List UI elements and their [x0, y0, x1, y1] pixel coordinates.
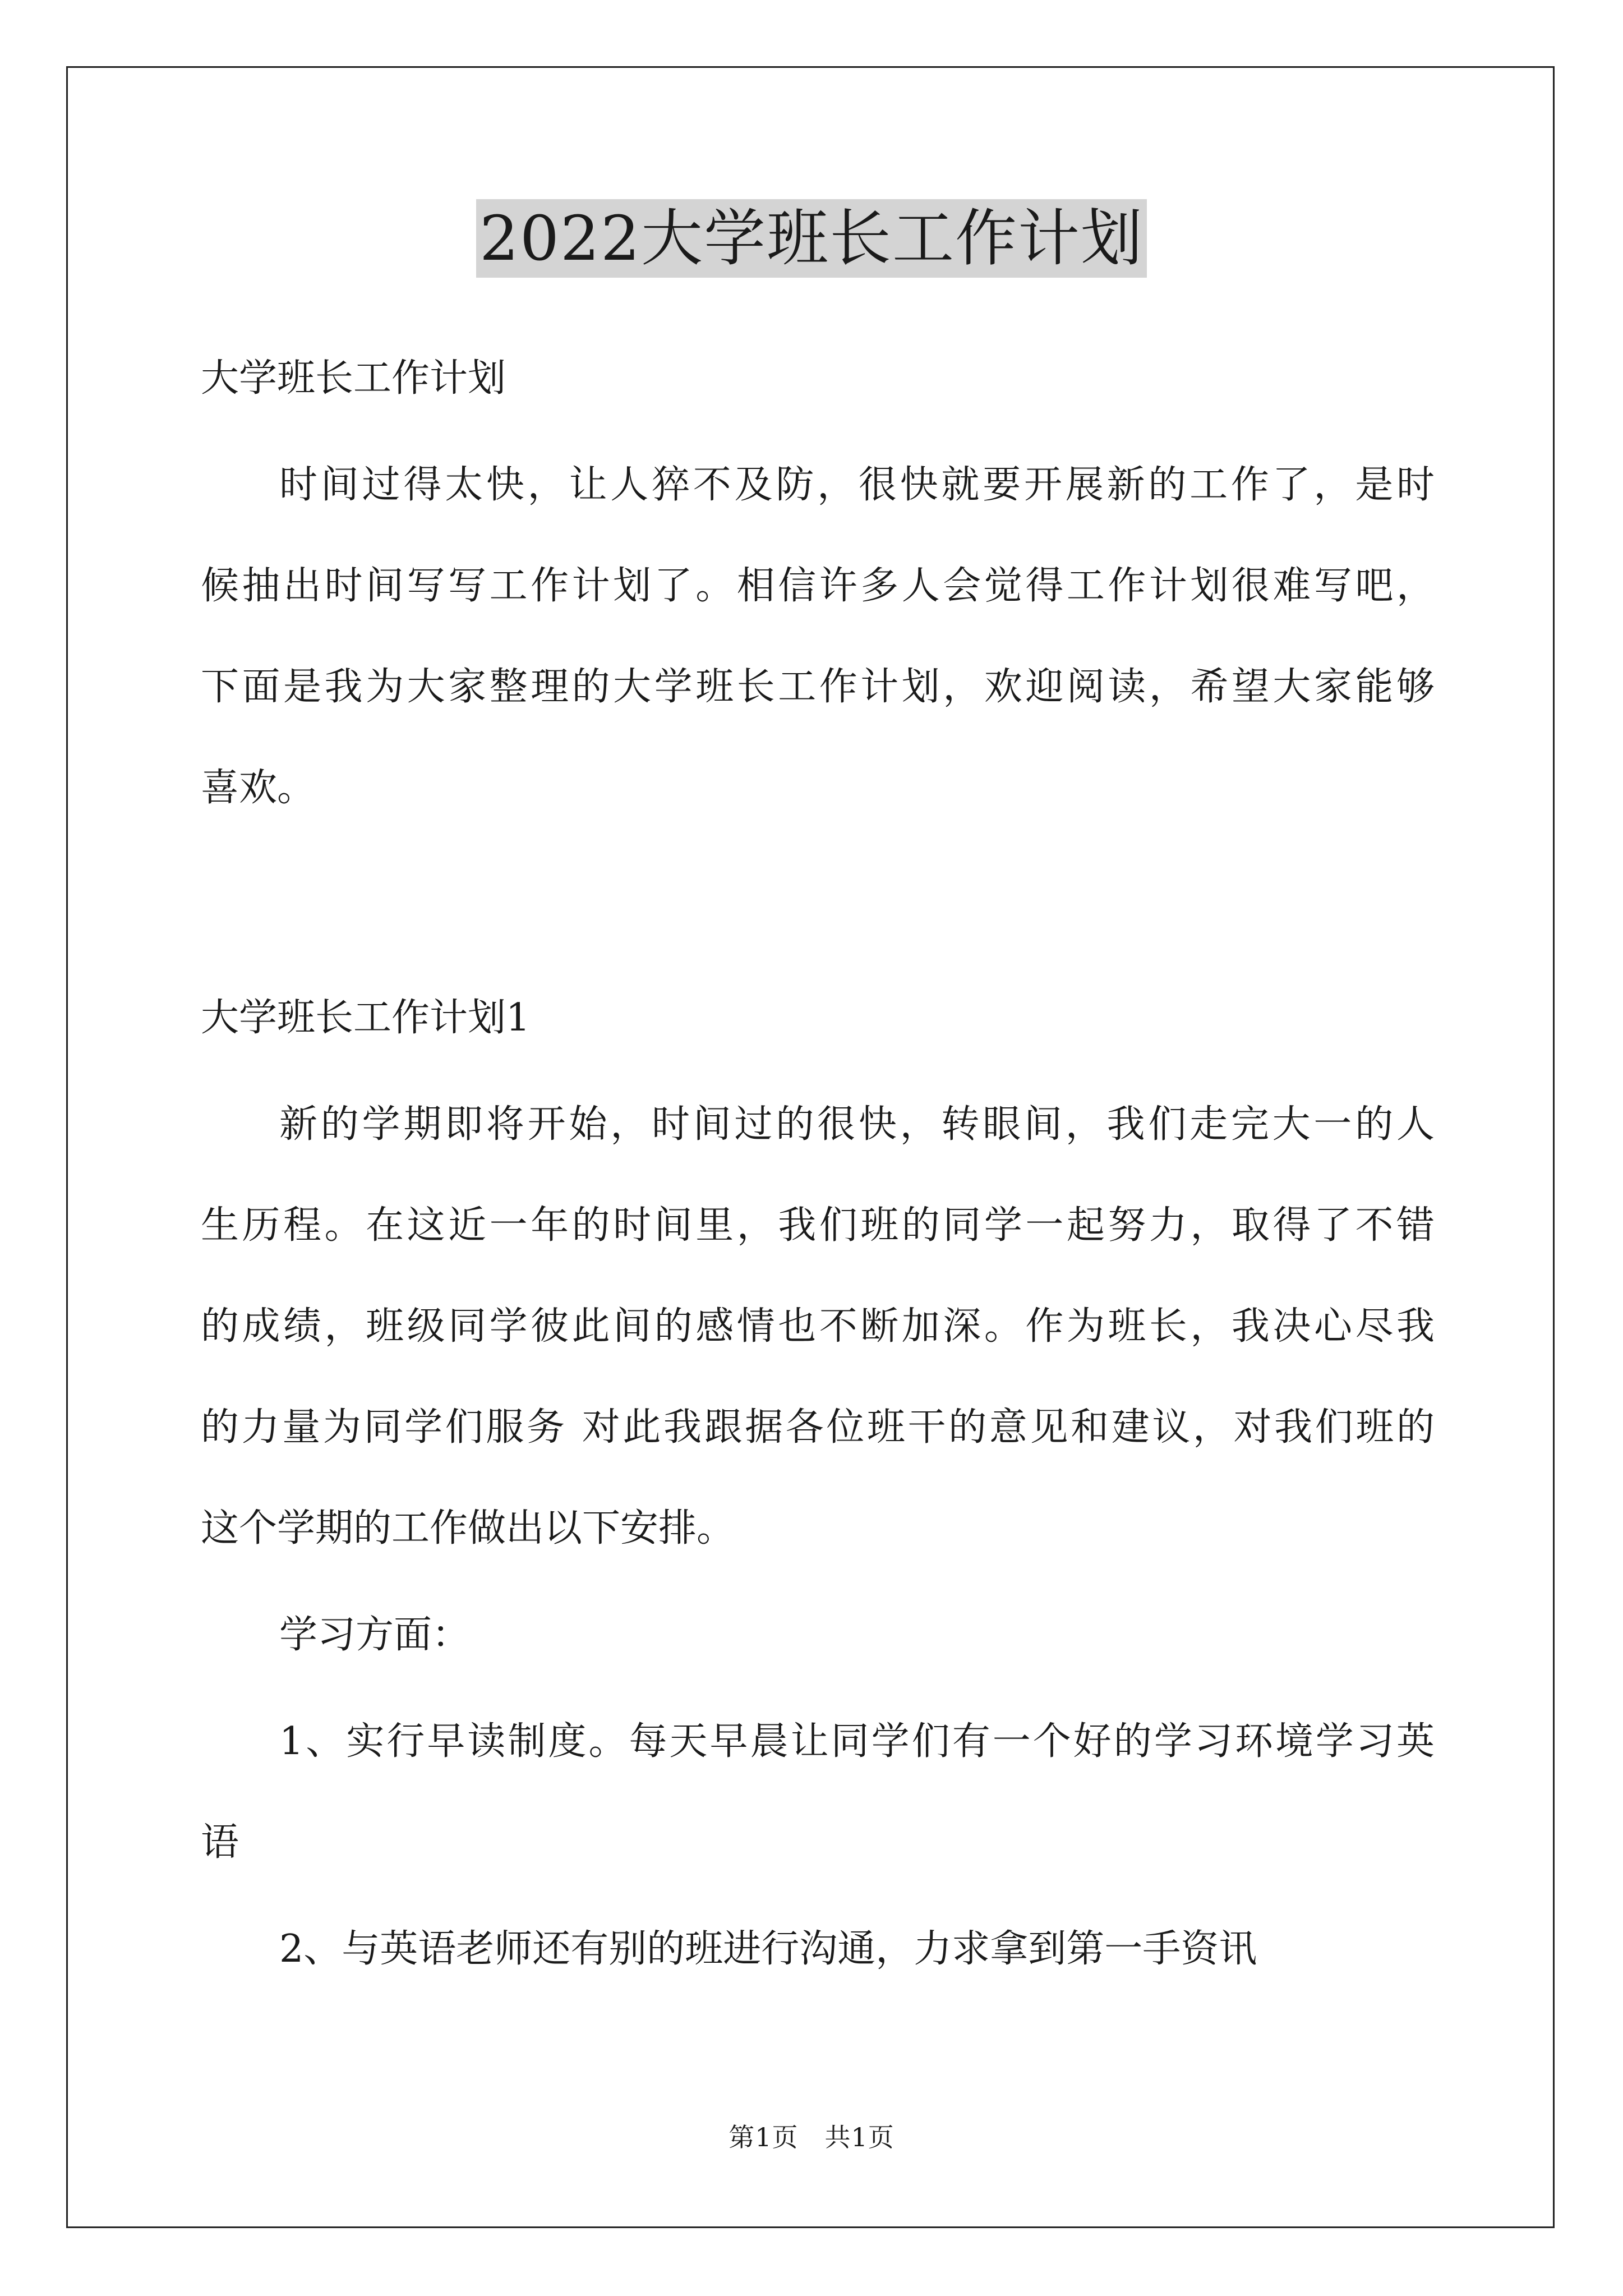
section-heading-intro: 大学班长工作计划 — [201, 356, 506, 401]
intro-line-2: 候抽出时间写写工作计划了。相信许多人会觉得工作计划很难写吧， — [201, 564, 1435, 608]
title-container — [0, 199, 1623, 278]
intro-line-3: 下面是我为大家整理的大学班长工作计划，欢迎阅读，希望大家能够 — [201, 665, 1435, 709]
para1-line-4: 的力量为同学们服务 对此我跟据各位班干的意见和建议，对我们班的 — [201, 1405, 1435, 1450]
para1-line-2: 生历程。在这近一年的时间里，我们班的同学一起努力，取得了不错 — [201, 1203, 1435, 1248]
intro-line-4: 喜欢。 — [201, 766, 316, 810]
document-title: 2022大学班长工作计划 — [476, 199, 1147, 278]
item2-line: 2、与英语老师还有别的班进行沟通，力求拿到第一手资讯 — [279, 1927, 1257, 1971]
intro-line-1: 时间过得太快，让人猝不及防，很快就要开展新的工作了，是时 — [279, 463, 1435, 507]
item1-line-1: 1、实行早读制度。每天早晨让同学们有一个好的学习环境学习英 — [279, 1719, 1435, 1764]
para1-line-5: 这个学期的工作做出以下安排。 — [201, 1506, 735, 1550]
para1-line-1: 新的学期即将开始，时间过的很快，转眼间，我们走完大一的人 — [279, 1102, 1435, 1147]
study-heading: 学习方面： — [279, 1613, 471, 1657]
item1-line-2: 语 — [201, 1820, 239, 1865]
section-heading-1: 大学班长工作计划1 — [201, 996, 531, 1040]
page-footer: 第1页 共1页 — [728, 2122, 895, 2152]
para1-line-3: 的成绩，班级同学彼此间的感情也不断加深。作为班长，我决心尽我 — [201, 1304, 1435, 1349]
